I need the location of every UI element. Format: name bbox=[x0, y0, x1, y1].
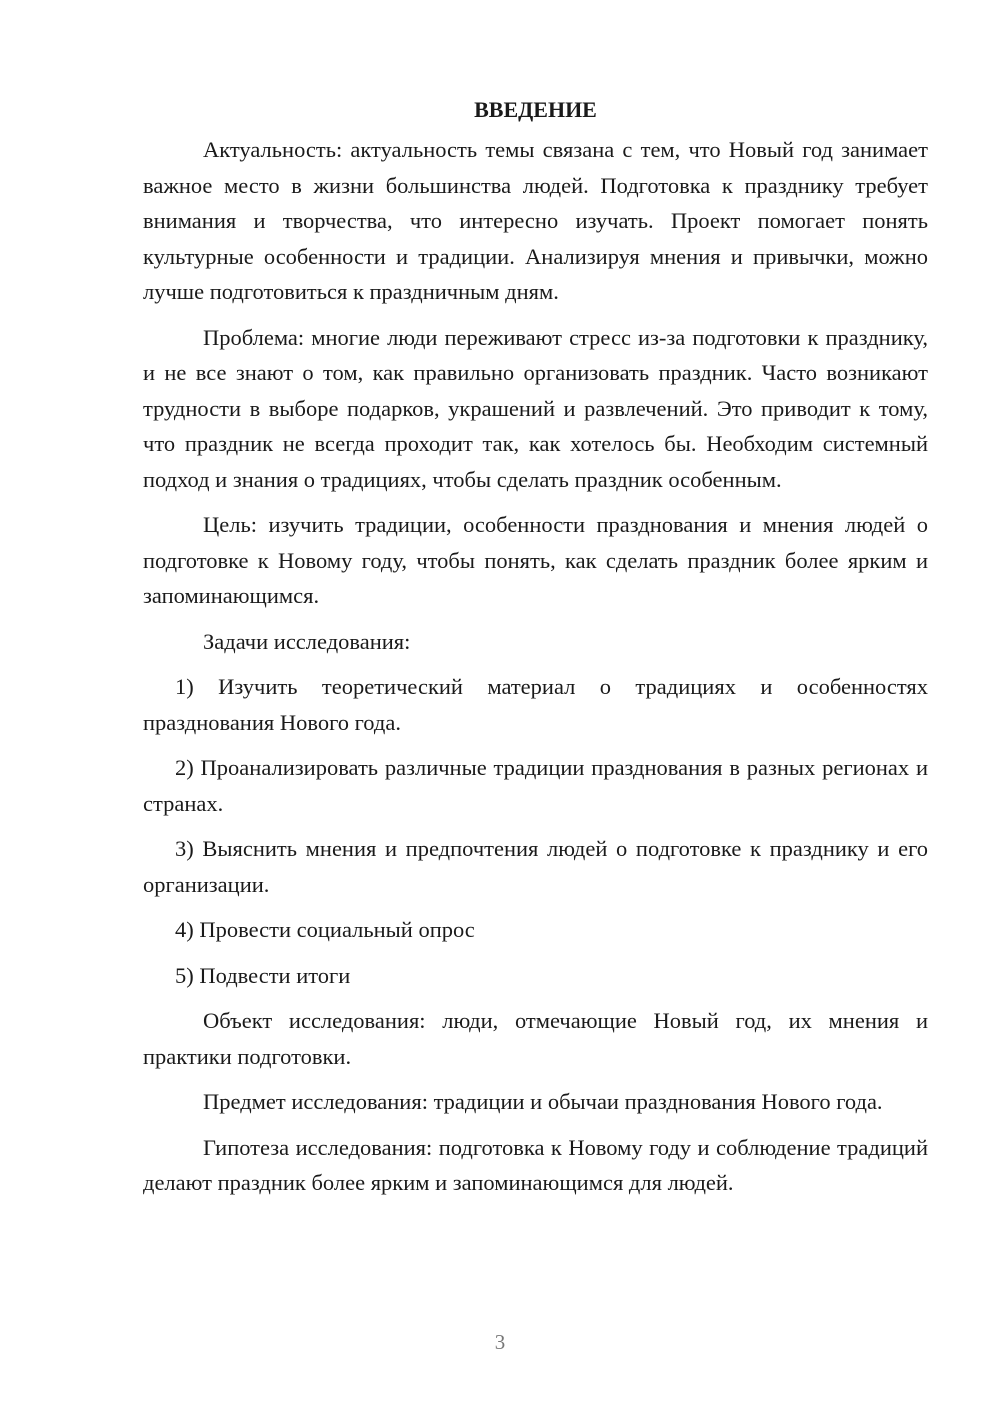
problem-paragraph: Проблема: многие люди переживают стресс из-за подготовки к празднику, и не все знают о том, как правильно организовать праздник. Часто возникают трудности в выборе подарков, украшений и развлечений. Это приводит к тому, что праздник не всегда проходит так, как хотелось бы. Необходим системный подход и знания о традициях, чтобы сделать праздник особенным. bbox=[143, 324, 928, 492]
page-number: 3 bbox=[494, 1330, 506, 1354]
goal-paragraph: Цель: изучить традиции, особенности празднования и мнения людей о подготовке к Новому году, чтобы понять, как сделать праздник более ярким и запоминающимся. bbox=[143, 512, 928, 608]
hypothesis-paragraph: Гипотеза исследования: подготовка к Новому году и соблюдение традиций делают праздник более ярким и запоминающимся для людей. bbox=[143, 1134, 928, 1195]
task-item: 3) Выяснить мнения и предпочтения людей о подготовке к празднику и его организации. bbox=[143, 836, 928, 897]
page-title: ВВЕДЕНИЕ bbox=[474, 97, 597, 122]
tasks-heading: Задачи исследования: bbox=[203, 628, 411, 654]
object-paragraph: Объект исследования: люди, отмечающие Новый год, их мнения и практики подготовки. bbox=[143, 1008, 928, 1069]
subject-paragraph: Предмет исследования: традиции и обычаи празднования Нового года. bbox=[203, 1089, 883, 1114]
task-item: 5) Подвести итоги bbox=[175, 962, 351, 988]
relevance-paragraph: Актуальность: актуальность темы связана с тем, что Новый год занимает важное место в жизни большинства людей. Подготовка к празднику требует внимания и творчества, что интересно изучать. Проект помогает понять культурные особенности и традиции. Анализируя мнения и привычки, можно лучше подготовиться к праздничным дням. bbox=[143, 137, 928, 304]
task-item: 4) Провести социальный опрос bbox=[175, 917, 475, 942]
task-item: 1) Изучить теоретический материал о традициях и особенностях празднования Нового года. bbox=[143, 674, 928, 735]
document-page bbox=[143, 92, 928, 1211]
task-item: 2) Проанализировать различные традиции празднования в разных регионах и странах. bbox=[143, 755, 928, 816]
